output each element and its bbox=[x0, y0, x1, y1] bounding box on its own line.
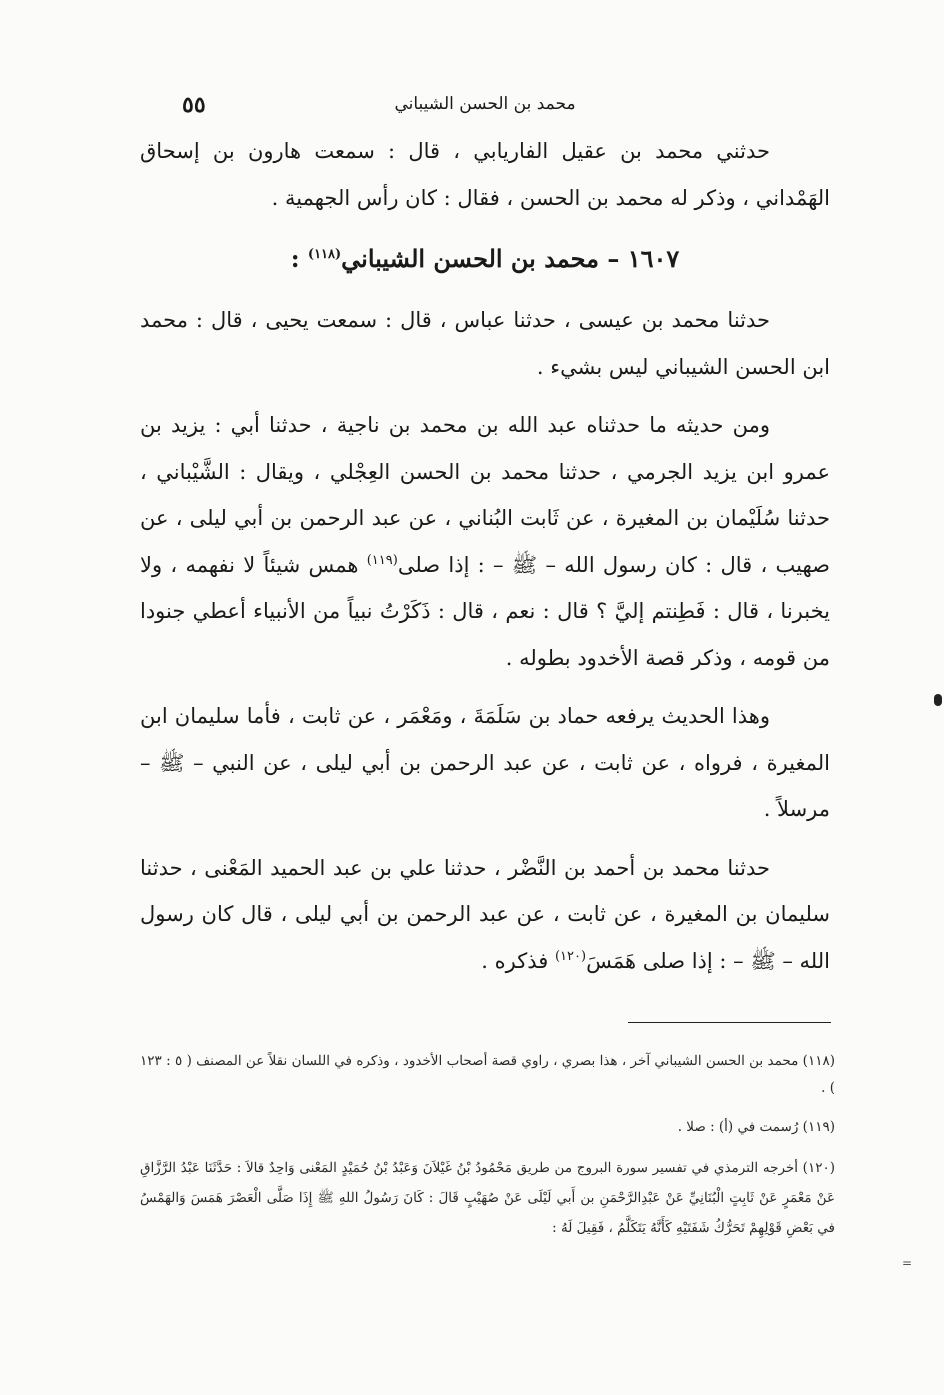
entry-heading bbox=[140, 239, 830, 279]
footnote-ref-119: (١١٩) bbox=[366, 552, 398, 568]
footnote-separator bbox=[628, 1022, 831, 1023]
footnotes bbox=[140, 1048, 835, 1255]
footnote-120: (١٢٠) أخرجه الترمذي في تفسير سورة البروج من طريق مَحْمُودُ بْنُ غَيْلاَنَ وَعَبْدُ بْنُ حُمَيْدٍ المَعْنى وَاحِدٌ قالاَ : حَدَّثَنَا عَبْدُ الرَّزَّاقِ عَنْ مَعْمَرٍ عَنْ ثَابِتٍ الْبُنَانِيِّ عَنْ عَبْدِالرَّحْمَنِ بن أَبي لَيْلَى عَنْ صُهَيْبٍ قَالَ : كَانَ رَسُولُ اللهِ ﷺ إِذَا صَلَّى الْعَصْرَ هَمَسَ وَالهَمْسُ في بَعْضِ قَوْلِهِمْ تَحَرُّكُ شَفَتَيْهِ كَأَنَّهُ يَتَكَلَّمُ ، فَقِيلَ لَهُ : bbox=[140, 1160, 835, 1236]
footnote-118: (١١٨) محمد بن الحسن الشيباني آخر ، هذا بصري ، راوي قصة أصحاب الأخدود ، وذكره في اللسان نقلاً عن المصنف ( ٥ : ١٢٣ ) . bbox=[140, 1053, 835, 1096]
page-number: ٥٥ bbox=[182, 92, 206, 118]
footnote-ref-118: (١١٨) bbox=[307, 247, 342, 262]
paragraph-5 bbox=[140, 845, 830, 985]
paragraph-4: وهذا الحديث يرفعه حماد بن سَلَمَةَ ، ومَعْمَر ، عن ثابت ، فأما سليمان ابن المغيرة ، فرواه ، عن ثابت ، عن عبد الرحمن بن أبي ليلى ، عن النبي – ﷺ – مرسلاً . bbox=[140, 704, 830, 821]
running-title: محمد بن الحسن الشيباني bbox=[394, 94, 576, 114]
paragraph-5-part-1: حدثنا محمد بن أحمد بن النَّضْر ، حدثنا علي بن عبد الحميد المَعْنى ، حدثنا سليمان بن المغيرة ، عن ثابت ، عن عبد الرحمن بن أبي ليلى ، قال كان رسول الله – ﷺ – : إذا صلى هَمَسَ bbox=[140, 855, 830, 973]
footnote-ref-120: (١٢٠) bbox=[554, 948, 587, 964]
paragraph-2: حدثنا محمد بن عيسى ، حدثنا عباس ، قال : سمعت يحيى ، قال : محمد ابن الحسن الشيباني ليس بشيء . bbox=[140, 308, 830, 379]
paragraph-5-part-2: فذكره . bbox=[481, 948, 555, 973]
paragraph-3 bbox=[140, 402, 830, 681]
footnote-119: (١١٩) رُسمت في (أ) : صلا . bbox=[677, 1119, 835, 1135]
paragraph-1: حدثني محمد بن عقيل الفاريابي ، قال : سمعت هارون بن إسحاق الهَمْداني ، وذكر له محمد بن الحسن ، فقال : كان رأس الجهمية . bbox=[140, 139, 830, 210]
main-text bbox=[140, 128, 830, 984]
continuation-mark: = bbox=[902, 1256, 913, 1270]
paragraph-3-part-2: همس شيئاً لا نفهمه ، ولا يخبرنا ، قال : فَطِنتم إليَّ ؟ قال : نعم ، قال : ذَكَرْتُ نبياً من الأنبياء أعطي جنودا من قومه ، وذكر قصة الأخدود بطوله . bbox=[140, 552, 830, 670]
margin-mark bbox=[934, 694, 942, 706]
entry-heading-end: : bbox=[290, 244, 308, 273]
paragraph-3-part-1: ومن حديثه ما حدثناه عبد الله بن محمد بن ناجية ، حدثنا أبي : يزيد بن عمرو ابن يزيد الجرمي ، حدثنا محمد بن الحسن العِجْلي ، ويقال : الشَّيْباني ، حدثنا سُلَيْمان بن المغيرة ، عن ثَابت البُناني ، عن عبد الرحمن بن أبي ليلى ، عن صهيب ، قال : كان رسول الله – ﷺ – : إذا صلى bbox=[140, 413, 830, 577]
page-header bbox=[140, 92, 830, 128]
entry-heading-text: ١٦٠٧ – محمد بن الحسن الشيباني bbox=[341, 244, 680, 273]
